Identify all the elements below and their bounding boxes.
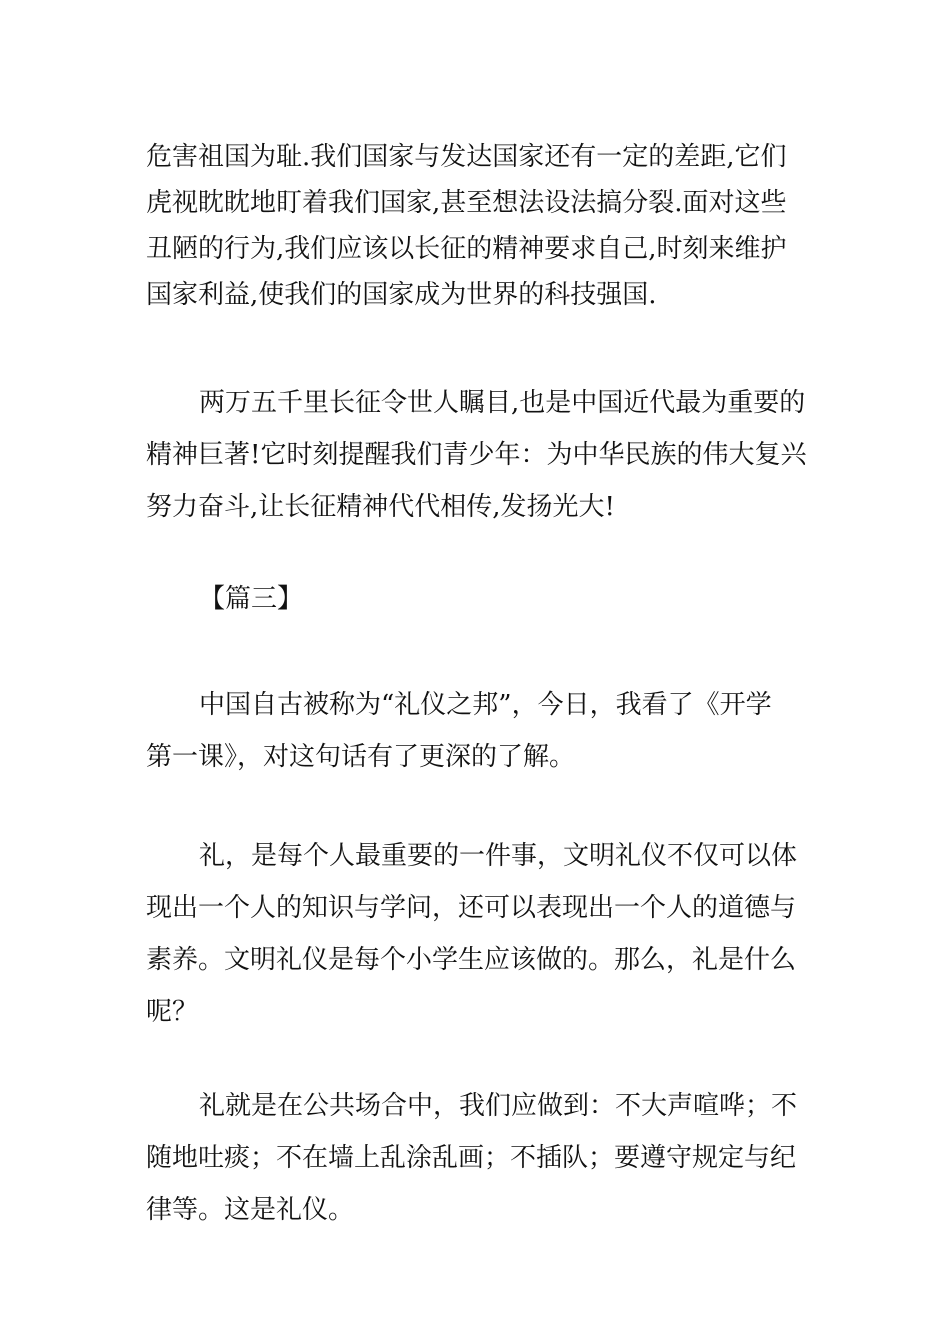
paragraph-1-line-4: 国家利益,使我们的国家成为世界的科技强国. [146,280,657,310]
paragraph-5-line-2: 现出一个人的知识与学问，还可以表现出一个人的道德与 [146,893,797,923]
section-heading-text: 【篇三】 [199,584,304,614]
paragraph-6-line-1: 礼就是在公共场合中，我们应做到：不大声喧哗；不 [199,1091,798,1121]
paragraph-2-line-2: 精神巨著!它时刻提醒我们青少年：为中华民族的伟大复兴 [146,440,807,470]
paragraph-2-line-3: 努力奋斗,让长征精神代代相传,发扬光大! [146,492,615,522]
paragraph-5 [146,830,811,1038]
paragraph-1 [146,134,811,318]
paragraph-5-line-3: 素养。文明礼仪是每个小学生应该做的。那么，礼是什么 [146,945,797,975]
paragraph-1-line-3: 丑陋的行为,我们应该以长征的精神要求自己,时刻来维护 [146,234,787,264]
paragraph-5-line-1: 礼，是每个人最重要的一件事，文明礼仪不仅可以体 [199,841,798,871]
paragraph-6-line-3: 律等。这是礼仪。 [146,1195,355,1225]
paragraph-2-line-1: 两万五千里长征令世人瞩目,也是中国近代最为重要的 [199,388,806,418]
paragraph-4 [146,679,811,783]
paragraph-6-line-2: 随地吐痰；不在墙上乱涂乱画；不插队；要遵守规定与纪 [146,1143,797,1173]
paragraph-5-line-4: 呢？ [146,997,199,1027]
section-heading [146,582,811,616]
paragraph-6 [146,1080,811,1236]
paragraph-1-line-2: 虎视眈眈地盯着我们国家,甚至想法设法搞分裂.面对这些 [146,188,787,218]
paragraph-1-line-1: 危害祖国为耻.我们国家与发达国家还有一定的差距,它们 [146,142,787,172]
paragraph-2 [146,377,811,533]
paragraph-4-line-2: 第一课》，对这句话有了更深的了解。 [146,742,576,772]
paragraph-4-line-1: 中国自古被称为“礼仪之邦”，今日，我看了《开学 [199,690,772,720]
